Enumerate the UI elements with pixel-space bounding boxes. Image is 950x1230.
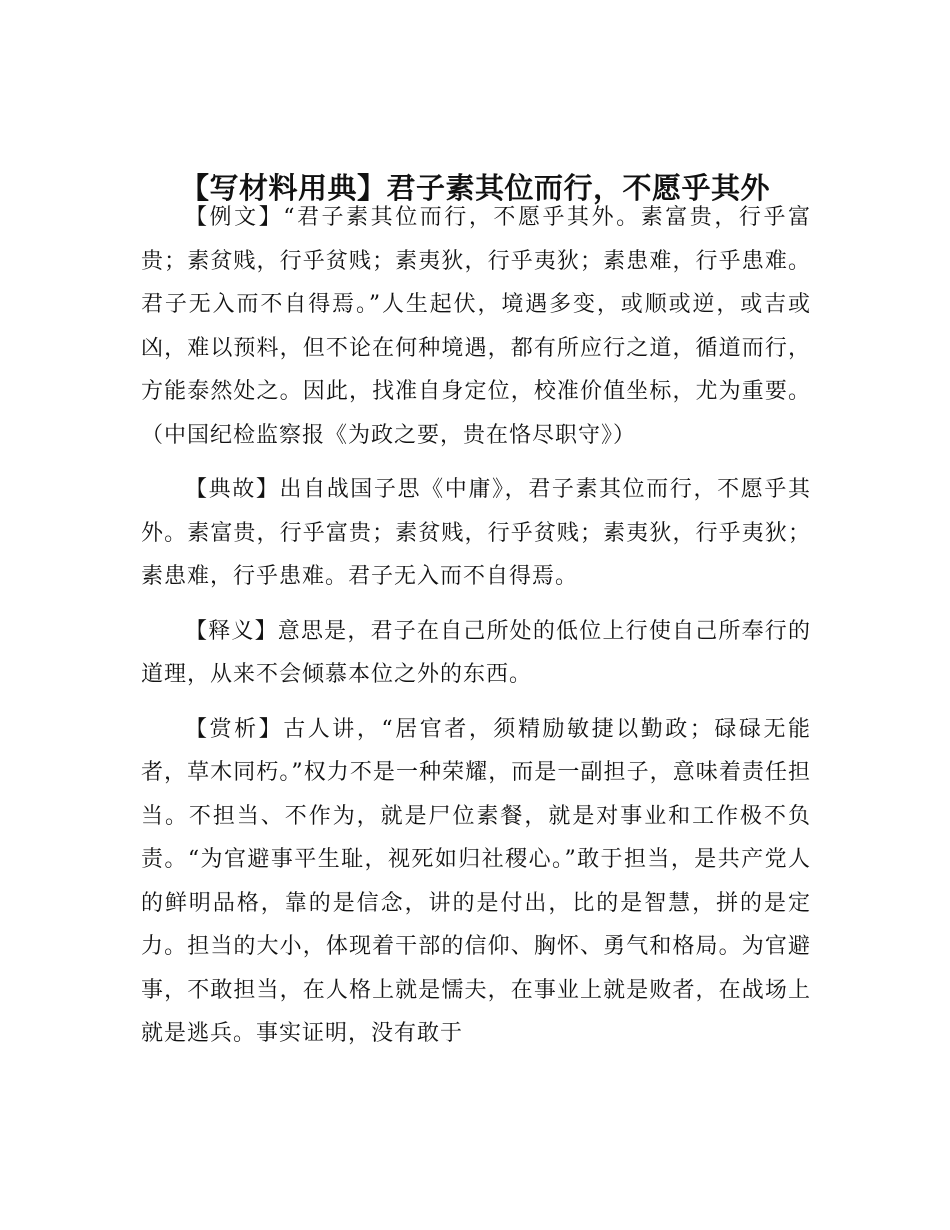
paragraph-appreciation	[141, 708, 811, 1056]
paragraph-text: 古人讲，“居官者，须精励敏捷以勤政；碌碌无能者，草木同朽。”权力不是一种荣耀，而是一副担子，意味着责任担当。不担当、不作为，就是尸位素餐，就是对事业和工作极不负责。“为官避事平生耻，视死如归社稷心。”敢于担当，是共产党人的鲜明品格，靠的是信念，讲的是付出，比的是智慧，拼的是定力。担当的大小，体现着干部的信仰、胸怀、勇气和格局。为官避事，不敢担当，在人格上就是懦夫，在事业上就是败者，在战场上就是逃兵。事实证明，没有敢于	[141, 716, 811, 1046]
paragraph-label: 【赏析】	[185, 716, 284, 742]
paragraph-meaning	[141, 610, 811, 697]
paragraph-label: 【典故】	[185, 477, 280, 502]
paragraph-example	[141, 196, 811, 457]
paragraph-text: 出自战国子思《中庸》，君子素其位而行，不愿乎其外。素富贵，行乎富贵；素贫贱，行乎贫贱；素夷狄，行乎夷狄；素患难，行乎患难。君子无入而不自得焉。	[141, 477, 811, 589]
paragraph-label: 【例文】	[185, 205, 284, 230]
paragraph-label: 【释义】	[185, 618, 278, 644]
paragraph-source	[141, 468, 811, 599]
paragraph-text: “君子素其位而行，不愿乎其外。素富贵，行乎富贵；素贫贱，行乎贫贱；素夷狄，行乎夷狄；素患难，行乎患难。君子无入而不自得焉。”人生起伏，境遇多变，或顺或逆，或吉或凶，难以预料，但不论在何种境遇，都有所应行之道，循道而行，方能泰然处之。因此，找准自身定位，校准价值坐标，尤为重要。（中国纪检监察报《为政之要，贵在恪尽职守》）	[141, 205, 811, 448]
document-title: 【写材料用典】君子素其位而行，不愿乎其外	[179, 171, 770, 205]
paragraph-text: 意思是，君子在自己所处的低位上行使自己所奉行的道理，从来不会倾慕本位之外的东西。	[141, 618, 811, 687]
document-body	[141, 196, 811, 1056]
